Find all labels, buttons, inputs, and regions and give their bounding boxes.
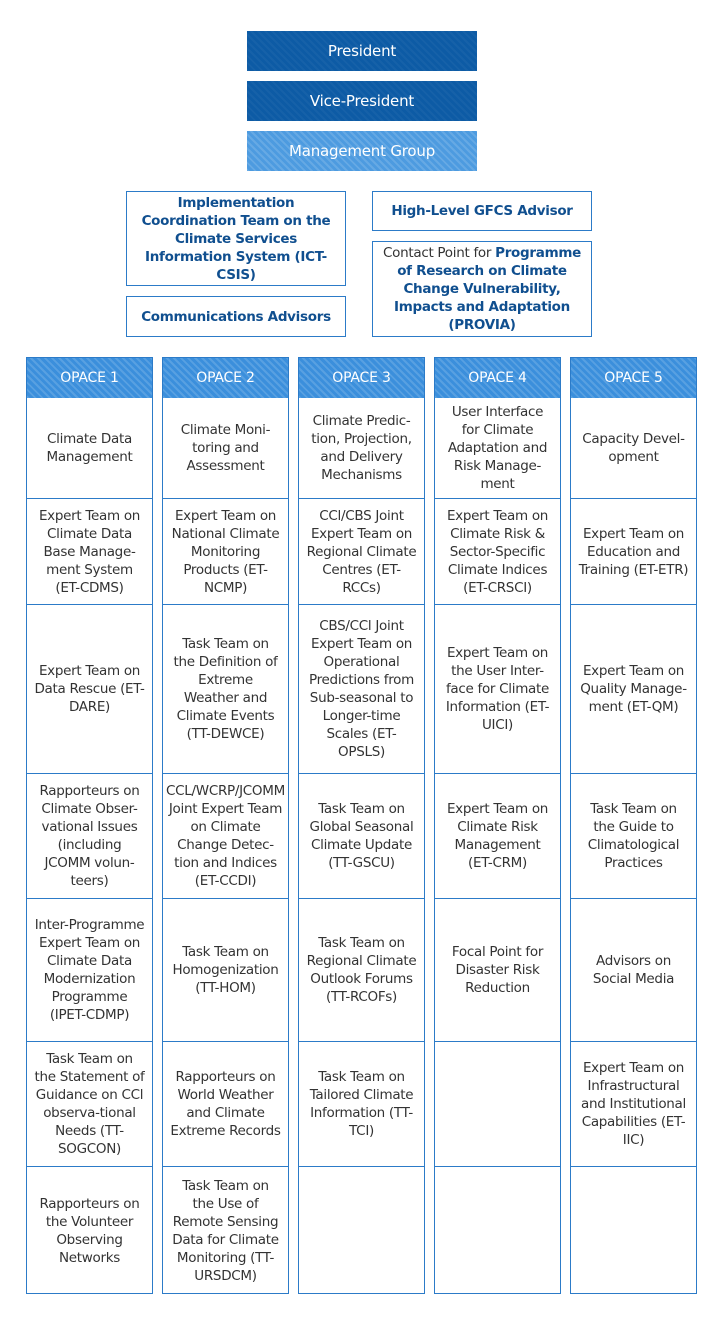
opace-cell-label: CBS/CCl Joint Expert Team on Operational Predictions from Sub-seasonal to Longer-time Scales (ET-OPSLS) — [308, 618, 414, 760]
management-group-label: Management Group — [288, 142, 436, 160]
opace-cell — [571, 498, 696, 604]
opace-cell-label: Expert Team on Infrastructural and Institutional Capabilities (ET-IIC) — [581, 1060, 686, 1148]
opace-cell-label: Expert Team on Climate Risk & Sector-Specific Climate Indices (ET-CRSCI) — [446, 507, 549, 596]
vice-president-label: Vice-President — [309, 92, 415, 110]
opace-4-column — [434, 357, 561, 1294]
opace-cell — [163, 498, 288, 604]
opace-cell — [299, 604, 424, 773]
opace-cell-label: Expert Team on Climate Risk Management (ET-CRM) — [446, 801, 549, 871]
opace-header-label: OPACE 4 — [468, 370, 527, 386]
opace-cell — [435, 498, 560, 604]
opace-cell-label: CCl/CBS Joint Expert Team on Regional Climate Centres (ET-RCCs) — [306, 507, 417, 596]
opace-cell — [27, 1166, 152, 1294]
opace-cell-label: Expert Team on the User Inter-face for Climate Information (ET-UICI) — [445, 645, 550, 733]
opace-cell-label: User Interface for Climate Adaptation and Risk Manage-ment — [447, 403, 548, 492]
opace-cell — [435, 397, 560, 498]
opace-cell — [163, 604, 288, 773]
opace-5-column — [570, 357, 697, 1294]
opace-5-header — [571, 358, 696, 398]
opace-header-label: OPACE 1 — [60, 370, 119, 386]
opace-cell — [435, 773, 560, 898]
opace-1-header — [27, 358, 152, 398]
opace-2-header — [163, 358, 288, 398]
opace-cell-label: Capacity Devel-opment — [582, 430, 685, 465]
opace-1-column — [26, 357, 153, 1294]
opace-cell-label: Task Team on the Guide to Climatological Practices — [587, 801, 680, 871]
opace-cell — [299, 898, 424, 1041]
opace-cell-label: Inter-Programme Expert Team on Climate Data Modernization Programme (IPET-CDMP) — [34, 917, 145, 1023]
opace-cell — [27, 898, 152, 1041]
provia-box — [372, 241, 592, 337]
opace-2-column — [162, 357, 289, 1294]
opace-cell-label: CCL/WCRP/JCOMM Joint Expert Team on Climate Change Detec-tion and Indices (ET-CCDI) — [166, 783, 285, 889]
opace-cell — [163, 773, 288, 898]
communications-advisors-label: Communications Advisors — [141, 308, 331, 325]
opace-cell — [299, 1041, 424, 1166]
president-label: President — [327, 42, 397, 60]
opace-cell-label: Task Team on Homogenization (TT-HOM) — [172, 944, 279, 996]
opace-cell — [163, 898, 288, 1041]
communications-advisors-box — [126, 296, 346, 337]
opace-cell — [435, 898, 560, 1041]
opace-cell — [299, 773, 424, 898]
opace-cell-label: Task Team on Regional Climate Outlook Forums (TT-RCOFs) — [306, 935, 417, 1005]
opace-cell-label: Climate Data Management — [46, 430, 133, 465]
opace-cell-label: Rapporteurs on World Weather and Climate Extreme Records — [170, 1069, 281, 1139]
opace-cell — [571, 1166, 696, 1294]
opace-cell — [571, 773, 696, 898]
opace-cell — [27, 773, 152, 898]
opace-cell — [435, 604, 560, 773]
opace-cell-label: Focal Point for Disaster Risk Reduction — [451, 944, 544, 996]
opace-cell — [571, 1041, 696, 1166]
opace-cell-label: Task Team on the Use of Remote Sensing Data for Climate Monitoring (TT-URSDCM) — [172, 1177, 279, 1284]
opace-3-header — [299, 358, 424, 398]
opace-cell-label: Task Team on Tailored Climate Information (TT-TCI) — [309, 1069, 414, 1139]
vice-president-box — [247, 81, 477, 121]
opace-cell-label: Climate Predic-tion, Projection, and Delivery Mechanisms — [311, 412, 412, 483]
opace-cell-label: Expert Team on National Climate Monitoring Products (ET-NCMP) — [171, 507, 280, 596]
provia-name: Programme of Research on Climate Change Vulnerability, Impacts and Adaptation (PROVIA) — [394, 245, 581, 333]
opace-cell — [163, 1166, 288, 1294]
opace-cell-label: Climate Moni-toring and Assessment — [180, 421, 271, 474]
opace-header-label: OPACE 2 — [196, 370, 255, 386]
ict-csis-label: Implementation Coordination Team on the Climate Services Information System (ICT-CSIS) — [141, 194, 331, 283]
opace-cell-label: Expert Team on Quality Manage-ment (ET-QM) — [580, 663, 687, 715]
opace-header-label: OPACE 3 — [332, 370, 391, 386]
opace-cell — [435, 1166, 560, 1294]
opace-cell — [299, 397, 424, 498]
opace-cell — [27, 397, 152, 498]
opace-cell-label: Rapporteurs on the Volunteer Observing Networks — [39, 1195, 140, 1266]
opace-cell — [163, 397, 288, 498]
opace-cell-label: Expert Team on Data Rescue (ET-DARE) — [34, 663, 145, 715]
opace-cell-label: Task Team on the Definition of Extreme Weather and Climate Events (TT-DEWCE) — [173, 636, 278, 742]
opace-header-label: OPACE 5 — [604, 370, 663, 386]
opace-cell — [571, 397, 696, 498]
opace-cell — [571, 604, 696, 773]
opace-cell — [435, 1041, 560, 1166]
opace-cell — [163, 1041, 288, 1166]
provia-text — [381, 244, 583, 334]
opace-cell — [27, 604, 152, 773]
opace-3-column — [298, 357, 425, 1294]
opace-cell-label: Task Team on the Statement of Guidance on CCl observa-tional Needs (TT-SOGCON) — [34, 1051, 145, 1157]
opace-cell — [299, 1166, 424, 1294]
provia-prefix: Contact Point for — [383, 245, 496, 261]
gfcs-advisor-box — [372, 191, 592, 231]
opace-4-header — [435, 358, 560, 398]
opace-cell-label: Expert Team on Education and Training (ET-ETR) — [578, 525, 689, 578]
ict-csis-box — [126, 191, 346, 286]
opace-cell-label: Rapporteurs on Climate Obser-vational Issues (including JCOMM volun-teers) — [39, 783, 140, 889]
opace-cell — [299, 498, 424, 604]
opace-cell — [27, 498, 152, 604]
gfcs-advisor-label: High-Level GFCS Advisor — [391, 203, 573, 219]
opace-cell-label: Advisors on Social Media — [592, 953, 675, 987]
opace-cell-label: Expert Team on Climate Data Base Manage-ment System (ET-CDMS) — [38, 507, 141, 596]
opace-cell-label: Task Team on Global Seasonal Climate Update (TT-GSCU) — [309, 801, 414, 871]
president-box — [247, 31, 477, 71]
opace-cell — [27, 1041, 152, 1166]
opace-cell — [571, 898, 696, 1041]
management-group-box — [247, 131, 477, 171]
